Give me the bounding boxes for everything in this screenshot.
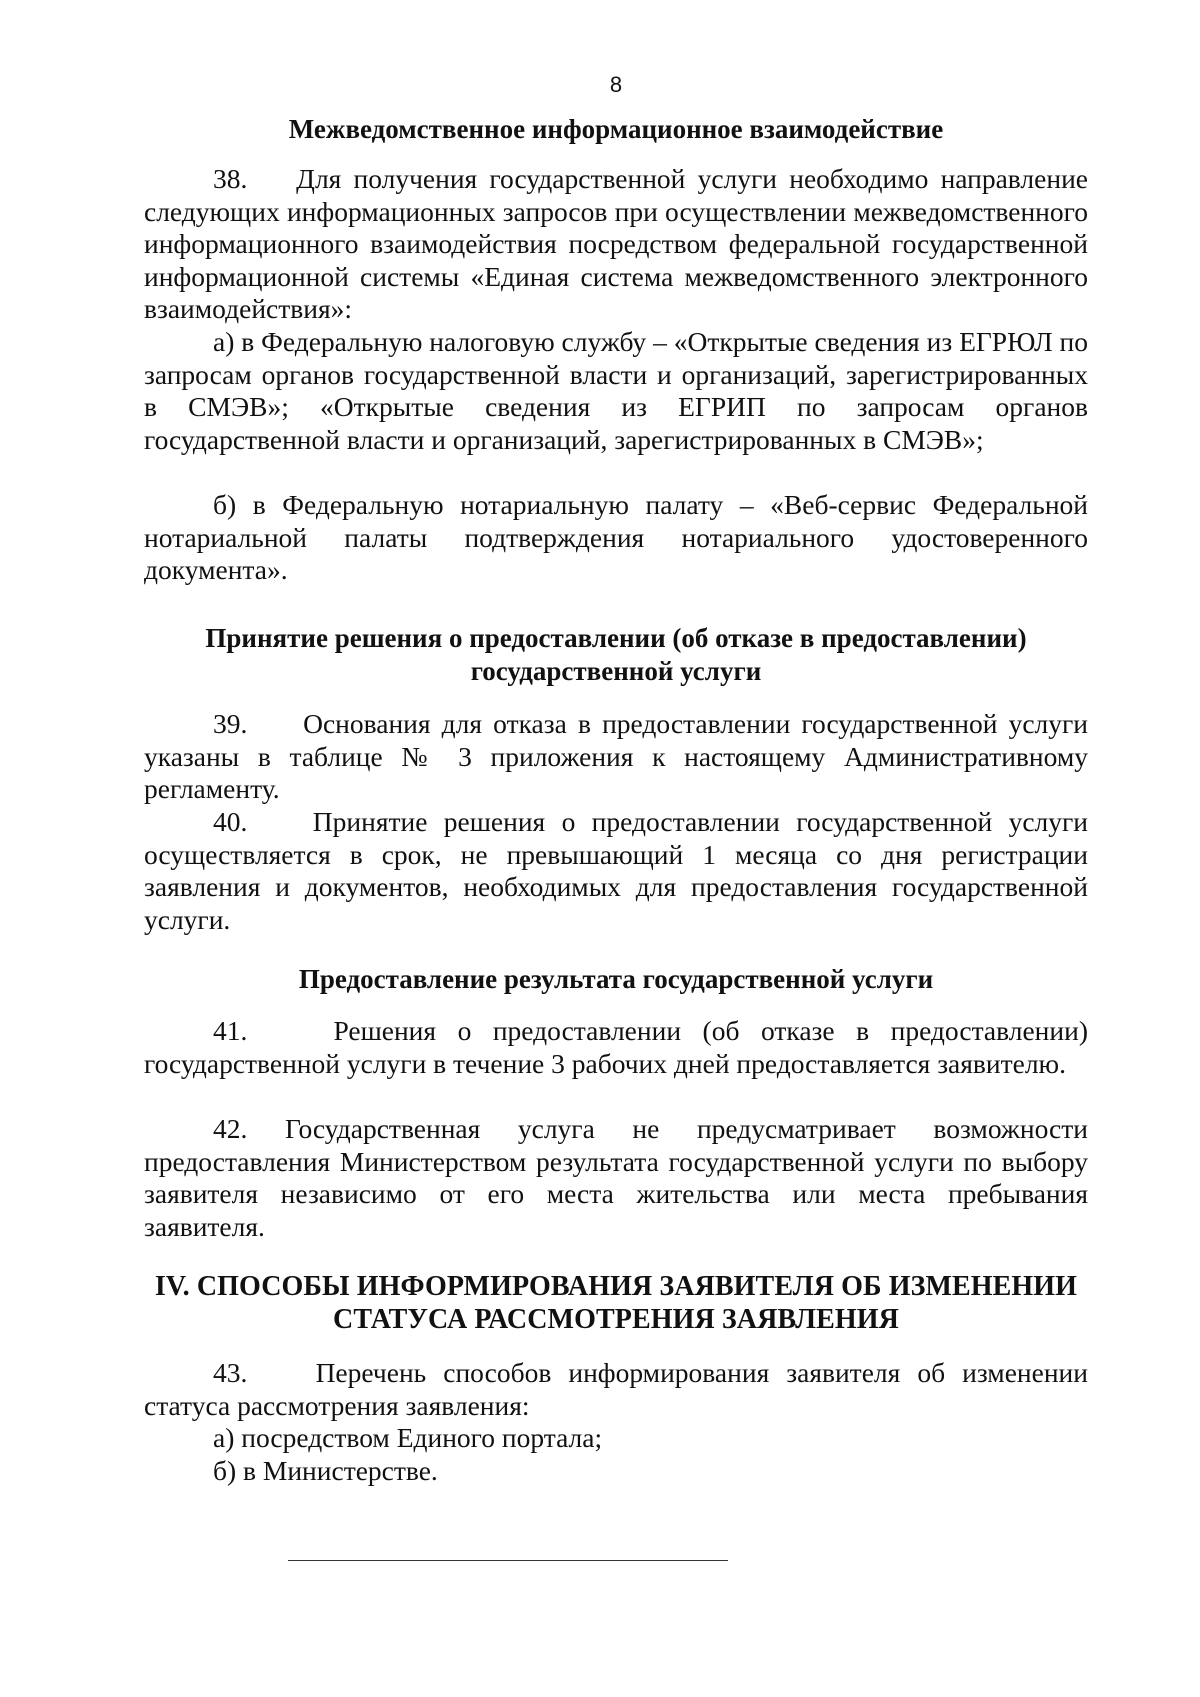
end-of-document-rule [288,1560,728,1561]
section-heading-interagency: Межведомственное информационное взаимодействие [288,114,944,144]
paragraph-43-b: б) в Министерстве. [213,1455,438,1486]
section-heading-decision-line1: Принятие решения о предоставлении (об отказе в предоставлении) [205,623,1027,653]
page-number: 8 [609,72,623,97]
paragraph-38: 38. Для получения государственной услуги необходимо направление следующих информационных запросов при осуществлении межведомственного информационного взаимодействия посредством федеральной государственной информационной системы «Единая система межведомственного электронного взаимодействия»: [144,163,1088,324]
paragraph-40: 40. Принятие решения о предоставлении государственной услуги осуществляется в срок, не превышающий 1 месяца со дня регистрации заявления и документов, необходимых для предоставления государственной услуги. [144,806,1088,935]
section-heading-decision-line2: государственной услуги [470,656,762,686]
chapter-heading-iv-line2: СТАТУСА РАССМОТРЕНИЯ ЗАЯВЛЕНИЯ [333,1304,899,1335]
paragraph-43: 43. Перечень способов информирования заявителя об изменении статуса рассмотрения заявления: [144,1357,1088,1421]
paragraph-38-a: а) в Федеральную налоговую службу – «Открытые сведения из ЕГРЮЛ по запросам органов государственной власти и организаций, зарегистрированных в СМЭВ»; «Открытые сведения из ЕГРИП по запросам органов государственной власти и организаций, зарегистрированных в СМЭВ»; [144,326,1088,455]
paragraph-43-a: а) посредством Единого портала; [213,1422,603,1453]
paragraph-39: 39. Основания для отказа в предоставлении государственной услуги указаны в таблице № 3 приложения к настоящему Административному регламенту. [144,708,1088,804]
chapter-heading-iv-line1: IV. СПОСОБЫ ИНФОРМИРОВАНИЯ ЗАЯВИТЕЛЯ ОБ ИЗМЕНЕНИИ [154,1271,1078,1302]
paragraph-41: 41. Решения о предоставлении (об отказе в предоставлении) государственной услуги в течение 3 рабочих дней предоставляется заявителю. [144,1015,1088,1079]
paragraph-42: 42. Государственная услуга не предусматривает возможности предоставления Министерством результата государственной услуги по выбору заявителя независимо от его места жительства или места пребывания заявителя. [144,1113,1088,1242]
paragraph-38-b: б) в Федеральную нотариальную палату – «Веб-сервис Федеральной нотариальной палаты подтверждения нотариального удостоверенного документа». [144,489,1088,585]
section-heading-result: Предоставление результата государственной услуги [298,964,934,994]
